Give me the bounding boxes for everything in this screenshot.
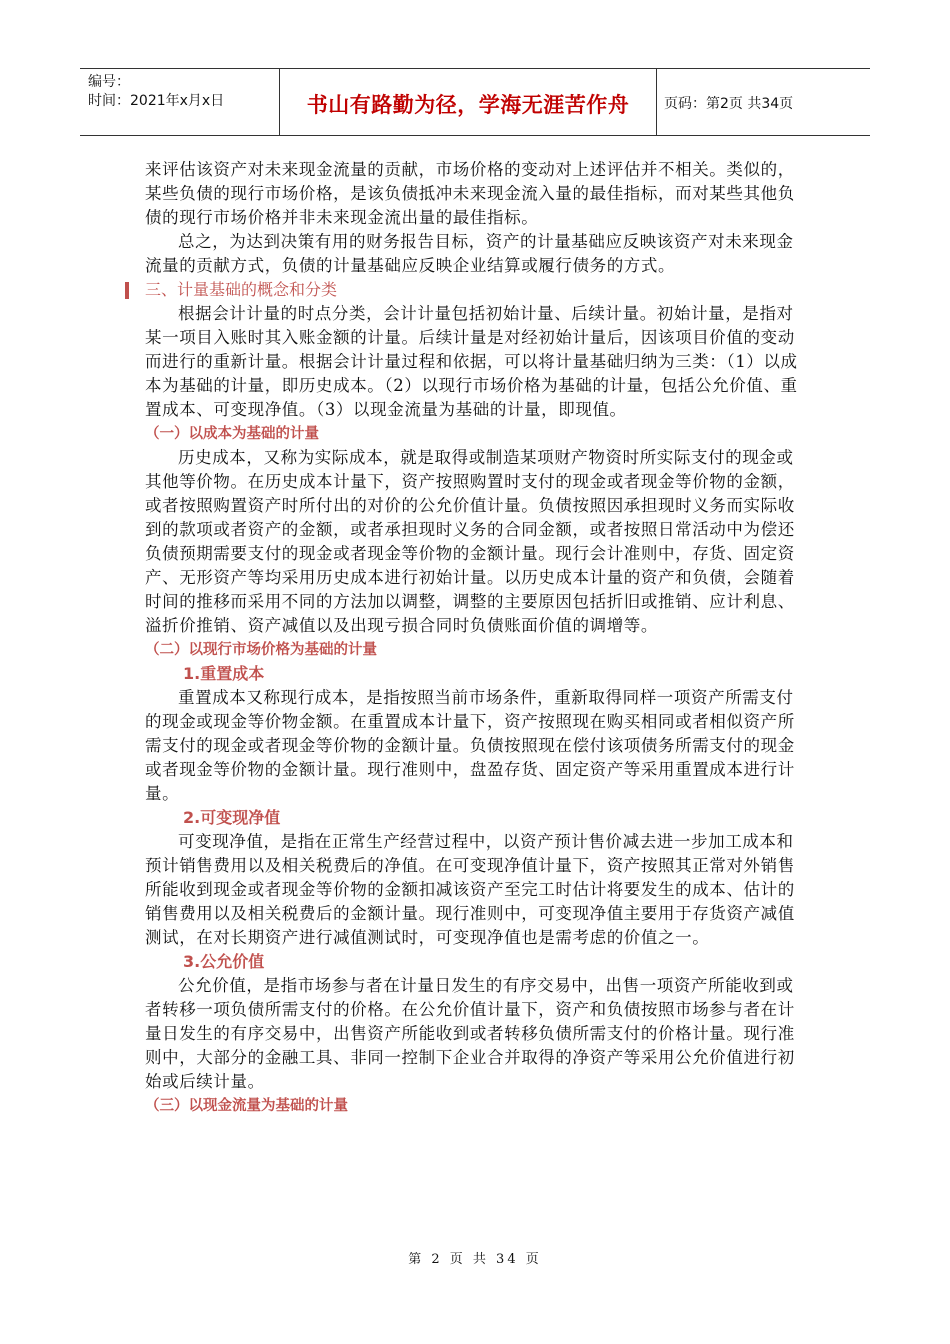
item-heading: 2.可变现净值 [183,808,281,827]
doc-date: 时间：2021年x月x日 [88,93,225,109]
section-heading [145,278,810,302]
paragraph: 来评估该资产对未来现金流量的贡献，市场价格的变动对上述评估并不相关。类似的，某些负债的现行市场价格，是该负债抵冲未来现金流入量的最佳指标，而对某些其他负债的现行市场价格并非未来现金流出量的最佳指标。 [145,160,795,227]
subsection-heading: （二）以现行市场价格为基础的计量 [145,642,377,658]
paragraph: 公允价值，是指市场参与者在计量日发生的有序交易中，出售一项资产所能收到或者转移一项负债所需支付的价格。在公允价值计量下，资产和负债按照市场参与者在计量日发生的有序交易中，出售资产所能收到或者转移负债所需支付的价格计量。现行准则中，大部分的金融工具、非同一控制下企业合并取得的净资产等采用公允价值进行初始或后续计量。 [145,976,795,1091]
item-heading: 3.公允价值 [183,952,265,971]
header-page-info: 页码：第2页 共34页 [664,96,794,112]
header-meta [88,73,224,111]
paragraph: 根据会计计量的时点分类，会计计量包括初始计量、后续计量。初始计量，是指对某一项目入账时其入账金额的计量。后续计量是对经初始计量后，因该项目价值的变动而进行的重新计量。根据会计计量过程和依据，可以将计量基础归纳为三类：（1）以成本为基础的计量，即历史成本。（2）以现行市场价格为基础的计量，包括公允价值、重置成本、可变现净值。（3）以现金流量为基础的计量，即现值。 [145,304,798,419]
paragraph: 可变现净值，是指在正常生产经营过程中，以资产预计售价减去进一步加工成本和预计销售费用以及相关税费后的净值。在可变现净值计量下，资产按照其正常对外销售所能收到现金或者现金等价物的金额扣减该资产至完工时估计将要发生的成本、估计的销售费用以及相关税费后的金额计量。现行准则中，可变现净值主要用于存货资产减值测试，在对长期资产进行减值测试时，可变现净值也是需考虑的价值之一。 [145,832,795,947]
heading-marker [125,282,129,299]
page-footer: 第 2 页 共 34 页 [408,1252,542,1267]
subsection-heading: （一）以成本为基础的计量 [145,426,319,442]
item-heading: 1.重置成本 [183,664,265,683]
document-body [145,158,810,1118]
paragraph: 历史成本，又称为实际成本，就是取得或制造某项财产物资时所实际支付的现金或其他等价物。在历史成本计量下，资产按照购置时支付的现金或者现金等价物的金额，或者按照购置资产时所付出的对价的公允价值计量。负债按照因承担现时义务而实际收到的款项或者资产的金额，或者承担现时义务的合同金额，或者按照日常活动中为偿还负债预期需要支付的现金或者现金等价物的金额计量。现行会计准则中，存货、固定资产、无形资产等均采用历史成本进行初始计量。以历史成本计量的资产和负债，会随着时间的推移而采用不同的方法加以调整，调整的主要原因包括折旧或推销、应计利息、溢折价推销、资产减值以及出现亏损合同时负债账面价值的调增等。 [145,448,795,635]
section-heading-text: 三、计量基础的概念和分类 [145,280,338,299]
paragraph: 重置成本又称现行成本，是指按照当前市场条件，重新取得同样一项资产所需支付的现金或现金等价物金额。在重置成本计量下，资产按照现在购买相同或者相似资产所需支付的现金或者现金等价物的金额计量。负债按照现在偿付该项债务所需支付的现金或者现金等价物的金额计量。现行准则中，盘盈存货、固定资产等采用重置成本进行计量。 [145,688,795,803]
header-divider [656,69,657,135]
header-motto: 书山有路勤为径，学海无涯苦作舟 [306,93,630,117]
page-header [80,68,870,136]
subsection-heading: （三）以现金流量为基础的计量 [145,1098,348,1114]
paragraph: 总之，为达到决策有用的财务报告目标，资产的计量基础应反映该资产对未来现金流量的贡献方式，负债的计量基础应反映企业结算或履行债务的方式。 [145,232,794,275]
doc-number: 编号： [88,74,130,90]
